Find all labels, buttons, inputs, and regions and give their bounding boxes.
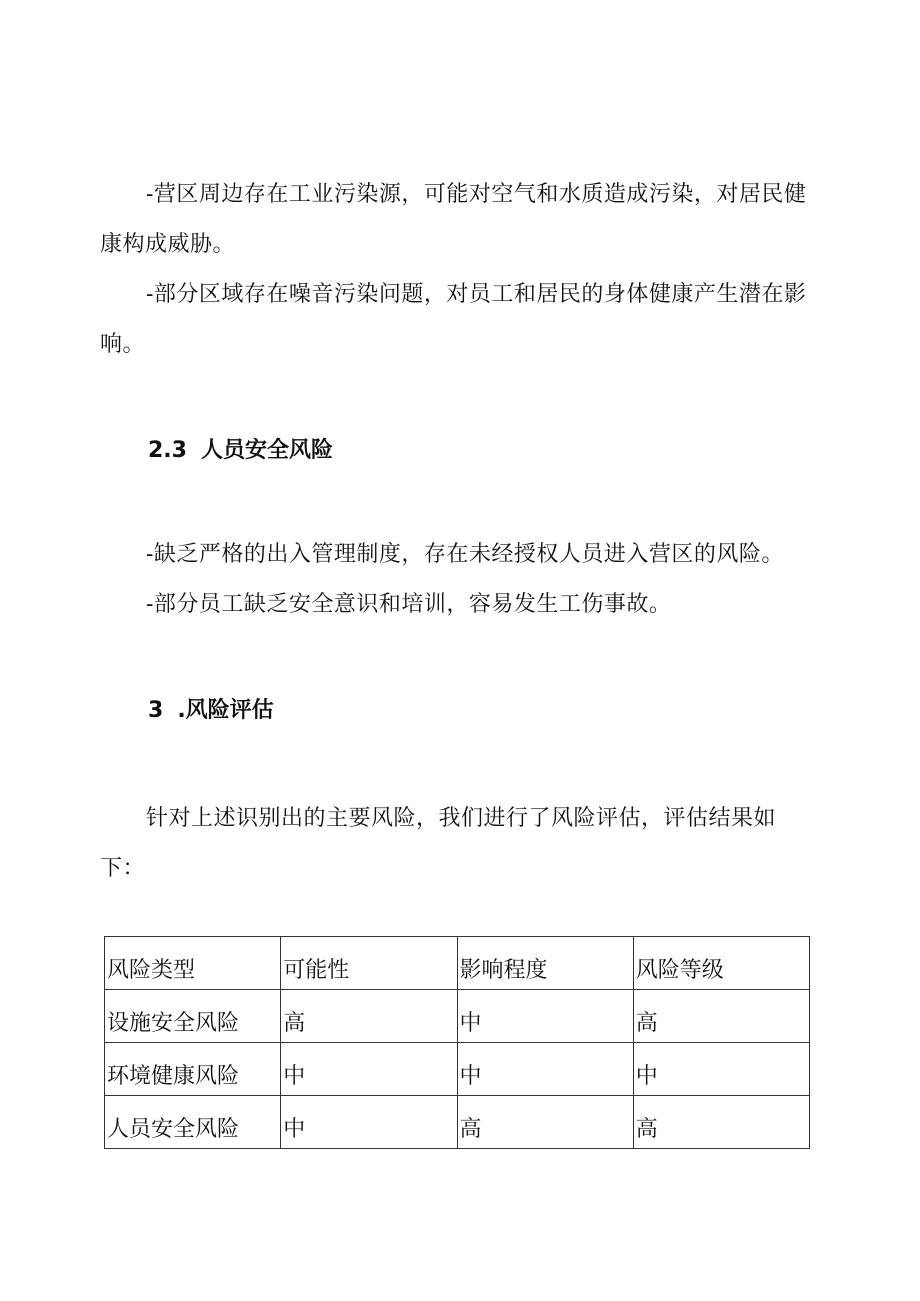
paragraph-text: -缺乏严格的出入管理制度，存在未经授权人员进入营区的风险。 [146, 542, 784, 567]
table-row [105, 1096, 810, 1149]
section-title: .风险评估 [177, 698, 274, 723]
table-cell: 中 [633, 1043, 809, 1096]
table-cell: 中 [281, 1043, 457, 1096]
paragraph-text: 针对上述识别出的主要风险，我们进行了风险评估，评估结果如下： [100, 806, 777, 881]
paragraph-access-control [100, 530, 816, 580]
table-cell: 中 [457, 1043, 633, 1096]
paragraph-industrial-pollution [100, 170, 816, 270]
table-cell: 人员安全风险 [105, 1096, 281, 1149]
table-cell: 高 [457, 1096, 633, 1149]
table-header-cell: 影响程度 [457, 937, 633, 990]
table-cell: 中 [457, 990, 633, 1043]
table-cell: 设施安全风险 [105, 990, 281, 1043]
paragraph-text: -部分员工缺乏安全意识和培训，容易发生工伤事故。 [146, 592, 672, 617]
paragraph-text: -部分区域存在噪音污染问题，对员工和居民的身体健康产生潜在影响。 [100, 282, 807, 357]
risk-assessment-table [104, 936, 810, 1149]
table-cell: 环境健康风险 [105, 1043, 281, 1096]
paragraph-noise-pollution [100, 270, 816, 370]
table-cell: 中 [281, 1096, 457, 1149]
table-row [105, 1043, 810, 1096]
section-number: 3 [148, 698, 164, 723]
section-heading-risk-assessment [148, 696, 274, 726]
table-cell: 高 [633, 990, 809, 1043]
table-row [105, 990, 810, 1043]
table-header-cell: 风险类型 [105, 937, 281, 990]
table-cell: 高 [633, 1096, 809, 1149]
section-heading-personnel-safety [148, 436, 333, 466]
table-header-row [105, 937, 810, 990]
table-cell: 高 [281, 990, 457, 1043]
paragraph-safety-training [100, 580, 816, 630]
paragraph-text: -营区周边存在工业污染源，可能对空气和水质造成污染，对居民健康构成威胁。 [100, 182, 807, 257]
table-header-cell: 风险等级 [633, 937, 809, 990]
table-header-cell: 可能性 [281, 937, 457, 990]
paragraph-assessment-intro [100, 794, 816, 894]
section-number: 2.3 [148, 438, 187, 463]
section-title: 人员安全风险 [200, 438, 333, 463]
